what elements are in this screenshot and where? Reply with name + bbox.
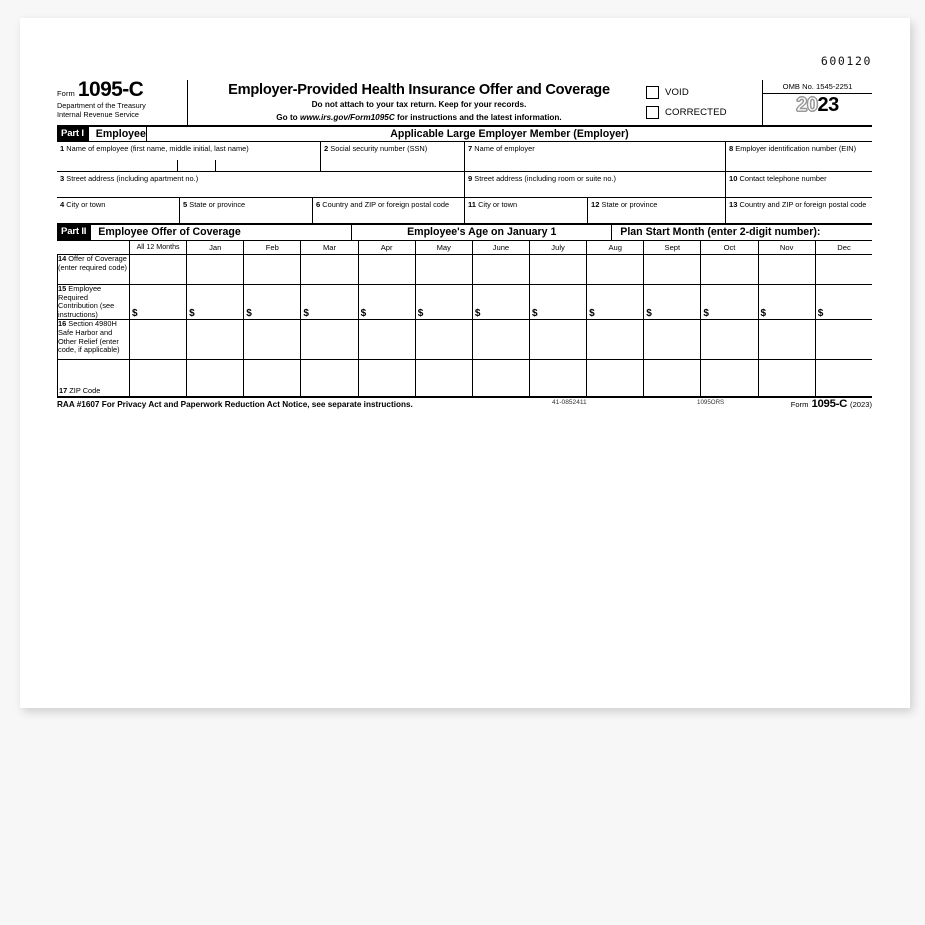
employee-row-1 [57, 142, 464, 172]
row15-feb-cell[interactable] [244, 285, 301, 320]
subtitle-goto-suffix: for instructions and the latest information. [394, 112, 562, 122]
footer-form-identity [791, 398, 872, 410]
row16-dec-cell[interactable] [815, 320, 872, 360]
field-employee-city[interactable] [57, 198, 179, 223]
field-11-number: 11 [468, 199, 477, 209]
void-label: VOID [665, 86, 689, 98]
field-7-number: 7 [468, 143, 473, 153]
row14-apr-cell[interactable] [358, 255, 415, 285]
part1-title: Employee [95, 128, 146, 140]
row14-june-cell[interactable] [472, 255, 529, 285]
footer-code-ein: 41-0852411 [552, 399, 587, 407]
row16-oct-cell[interactable] [701, 320, 758, 360]
field-employer-state[interactable] [587, 198, 725, 223]
col-header-all12: All 12 Months [130, 241, 187, 255]
part2-title-age: Employee's Age on January 1 [351, 225, 611, 240]
field-8-label: Employer identification number (EIN) [735, 143, 857, 153]
col-header-july: July [529, 241, 586, 255]
row15-sept-cell[interactable] [644, 285, 701, 320]
row14-oct-cell[interactable] [701, 255, 758, 285]
col-header-oct: Oct [701, 241, 758, 255]
row14-all12-cell[interactable] [130, 255, 187, 285]
row-16-label-cell [58, 320, 130, 360]
form-title-block [188, 80, 646, 125]
field-12-number: 12 [591, 199, 600, 209]
row15-oct-cell[interactable] [701, 285, 758, 320]
form-title: Employer-Provided Health Insurance Offer and Coverage [228, 82, 610, 98]
row17-sept-cell[interactable] [644, 360, 701, 397]
table-row-17 [58, 360, 873, 397]
row16-nov-cell[interactable] [758, 320, 815, 360]
row17-apr-cell[interactable] [358, 360, 415, 397]
row16-apr-cell[interactable] [358, 320, 415, 360]
col-header-jan: Jan [187, 241, 244, 255]
col-header-feb: Feb [244, 241, 301, 255]
row-17-label-cell [58, 360, 130, 397]
tax-year-century: 20 [796, 94, 818, 116]
form-footer [57, 397, 872, 412]
field-employer-city[interactable] [465, 198, 587, 223]
field-8-number: 8 [729, 143, 734, 153]
privacy-act-notice: RAA #1607 For Privacy Act and Paperwork Reduction Act Notice, see separate instructions. [57, 400, 413, 410]
row15-aug-cell[interactable] [587, 285, 644, 320]
field-13-number: 13 [729, 199, 738, 209]
corrected-label: CORRECTED [665, 106, 727, 118]
void-checkbox-row[interactable] [646, 82, 762, 102]
irs-url-link[interactable]: www.irs.gov/Form1095C [299, 112, 395, 122]
col-header-nov: Nov [758, 241, 815, 255]
col-header-aug: Aug [587, 241, 644, 255]
row14-may-cell[interactable] [415, 255, 472, 285]
field-employee-country-zip[interactable] [312, 198, 464, 223]
field-6-label: Country and ZIP or foreign postal code [322, 199, 450, 209]
row16-may-cell[interactable] [415, 320, 472, 360]
field-employee-state[interactable] [179, 198, 312, 223]
field-3-number: 3 [60, 173, 65, 183]
row16-mar-cell[interactable] [301, 320, 358, 360]
employee-row-2 [57, 172, 464, 198]
row16-feb-cell[interactable] [244, 320, 301, 360]
agency-line-2: Internal Revenue Service [57, 110, 139, 120]
row-14-number: 14 [58, 254, 67, 263]
field-contact-phone[interactable] [725, 172, 872, 197]
row15-june-cell[interactable] [472, 285, 529, 320]
row-15-label: Employee Required Contribution (see instructions) [58, 284, 115, 319]
footer-form-year: (2023) [850, 400, 872, 410]
row14-jan-cell[interactable] [187, 255, 244, 285]
row17-mar-cell[interactable] [301, 360, 358, 397]
row14-sept-cell[interactable] [644, 255, 701, 285]
part2-tag: Part II [57, 225, 91, 240]
row-16-number: 16 [58, 319, 67, 329]
row15-may-cell[interactable] [415, 285, 472, 320]
row14-mar-cell[interactable] [301, 255, 358, 285]
row14-feb-cell[interactable] [244, 255, 301, 285]
row17-dec-cell[interactable] [815, 360, 872, 397]
control-number: 600120 [820, 54, 872, 68]
part2-title-plan-start [611, 225, 872, 240]
field-4-label: City or town [66, 199, 106, 209]
row-17-number: 17 [59, 385, 68, 395]
col-header-dec: Dec [815, 241, 872, 255]
row14-aug-cell[interactable] [587, 255, 644, 285]
row17-oct-cell[interactable] [701, 360, 758, 397]
part2-title-offer: Employee Offer of Coverage [98, 226, 241, 238]
subtitle-goto-prefix: Go to [276, 112, 300, 122]
employer-section-title: Applicable Large Employer Member (Employer) [146, 127, 872, 141]
col-header-june: June [472, 241, 529, 255]
row-14-label: Offer of Coverage (enter required code) [58, 254, 128, 272]
field-7-label: Name of employer [474, 143, 535, 153]
field-ssn[interactable] [320, 142, 464, 171]
tax-year [763, 94, 872, 116]
row17-jan-cell[interactable] [187, 360, 244, 397]
row15-nov-cell[interactable] [758, 285, 815, 320]
field-3-label: Street address (including apartment no.) [66, 173, 199, 183]
row14-july-cell[interactable] [529, 255, 586, 285]
field-10-number: 10 [729, 173, 738, 183]
col-header-may: May [415, 241, 472, 255]
row14-nov-cell[interactable] [758, 255, 815, 285]
part2-coverage-table [57, 241, 872, 397]
row17-feb-cell[interactable] [244, 360, 301, 397]
col-header-apr: Apr [358, 241, 415, 255]
name-separator-ticks [57, 160, 320, 171]
form-page-sheet [20, 18, 910, 708]
field-5-number: 5 [183, 199, 188, 209]
row16-jan-cell[interactable] [187, 320, 244, 360]
employer-row-3 [465, 198, 872, 223]
row-15-number: 15 [58, 284, 67, 293]
status-checkbox-group [646, 80, 762, 125]
field-employer-ein[interactable] [725, 142, 872, 171]
row-14-label-cell [58, 255, 130, 285]
col-header-mar: Mar [301, 241, 358, 255]
plan-start-hint: (enter 2-digit number): [704, 226, 821, 238]
table-row-14 [58, 255, 873, 285]
field-1-number: 1 [60, 143, 65, 153]
row16-aug-cell[interactable] [587, 320, 644, 360]
field-10-label: Contact telephone number [739, 173, 827, 183]
irs-form-1095c [57, 54, 872, 412]
month-header-row [58, 241, 873, 255]
field-1-label: Name of employee (first name, middle initial, last name) [66, 143, 249, 153]
form-subtitle-1: Do not attach to your tax return. Keep for your records. [311, 100, 527, 109]
void-checkbox[interactable] [646, 86, 659, 99]
field-9-label: Street address (including room or suite no.) [474, 173, 617, 183]
omb-block [762, 80, 872, 125]
field-2-label: Social security number (SSN) [330, 143, 428, 153]
part1-fields [57, 142, 872, 224]
form-number-heading: 1095-C [77, 78, 144, 101]
employer-row-1 [465, 142, 872, 172]
row17-aug-cell[interactable] [587, 360, 644, 397]
row15-all12-cell[interactable] [130, 285, 187, 320]
row15-july-cell[interactable] [529, 285, 586, 320]
row15-jan-cell[interactable] [187, 285, 244, 320]
row14-dec-cell[interactable] [815, 255, 872, 285]
field-5-label: State or province [189, 199, 246, 209]
employee-fields-column [57, 142, 465, 223]
row17-nov-cell[interactable] [758, 360, 815, 397]
corrected-checkbox-row[interactable] [646, 102, 762, 122]
employer-fields-column [465, 142, 872, 223]
footer-form-word: Form [790, 400, 809, 410]
field-employer-country-zip[interactable] [725, 198, 872, 223]
row16-july-cell[interactable] [529, 320, 586, 360]
field-employer-name[interactable] [465, 142, 725, 171]
field-employee-name[interactable] [57, 142, 320, 171]
field-2-number: 2 [324, 143, 329, 153]
field-12-label: State or province [601, 199, 658, 209]
agency-line-1: Department of the Treasury [57, 101, 146, 110]
row17-june-cell[interactable] [472, 360, 529, 397]
table-row-15 [58, 285, 873, 320]
row15-mar-cell[interactable] [301, 285, 358, 320]
control-number-row [57, 54, 872, 80]
row17-all12-cell[interactable] [130, 360, 187, 397]
field-13-label: Country and ZIP or foreign postal code [739, 199, 867, 209]
footer-form-number: 1095-C [811, 398, 848, 411]
table-row-16 [58, 320, 873, 360]
field-4-number: 4 [60, 199, 65, 209]
omb-number: OMB No. 1545-2251 [782, 82, 853, 91]
field-11-label: City or town [478, 199, 518, 209]
part1-header-bar [57, 127, 872, 142]
part1-tag: Part I [57, 127, 89, 141]
row17-may-cell[interactable] [415, 360, 472, 397]
row17-july-cell[interactable] [529, 360, 586, 397]
field-employer-street[interactable] [465, 172, 725, 197]
row-17-label: ZIP Code [69, 385, 101, 395]
plan-start-bold: Plan Start Month [620, 226, 705, 238]
field-9-number: 9 [468, 173, 473, 183]
row-16-label: Section 4980H Safe Harbor and Other Relief (enter code, if applicable) [58, 319, 120, 355]
row15-apr-cell[interactable] [358, 285, 415, 320]
form-subtitle-2 [196, 113, 642, 124]
masthead-right-block [646, 80, 872, 125]
row16-sept-cell[interactable] [644, 320, 701, 360]
field-employee-street[interactable] [57, 172, 464, 197]
col-header-sept: Sept [644, 241, 701, 255]
corrected-checkbox[interactable] [646, 106, 659, 119]
row16-all12-cell[interactable] [130, 320, 187, 360]
employer-row-2 [465, 172, 872, 198]
footer-code-ors: 1095ORS [697, 399, 725, 407]
part2-header-bar [57, 224, 872, 241]
employee-row-3 [57, 198, 464, 223]
row15-dec-cell[interactable] [815, 285, 872, 320]
form-masthead [57, 80, 872, 127]
field-6-number: 6 [316, 199, 321, 209]
form-identity-block [57, 80, 188, 125]
row16-june-cell[interactable] [472, 320, 529, 360]
form-word-label: Form [57, 89, 75, 98]
tax-year-value: 23 [817, 94, 839, 116]
row-15-label-cell [58, 285, 130, 320]
